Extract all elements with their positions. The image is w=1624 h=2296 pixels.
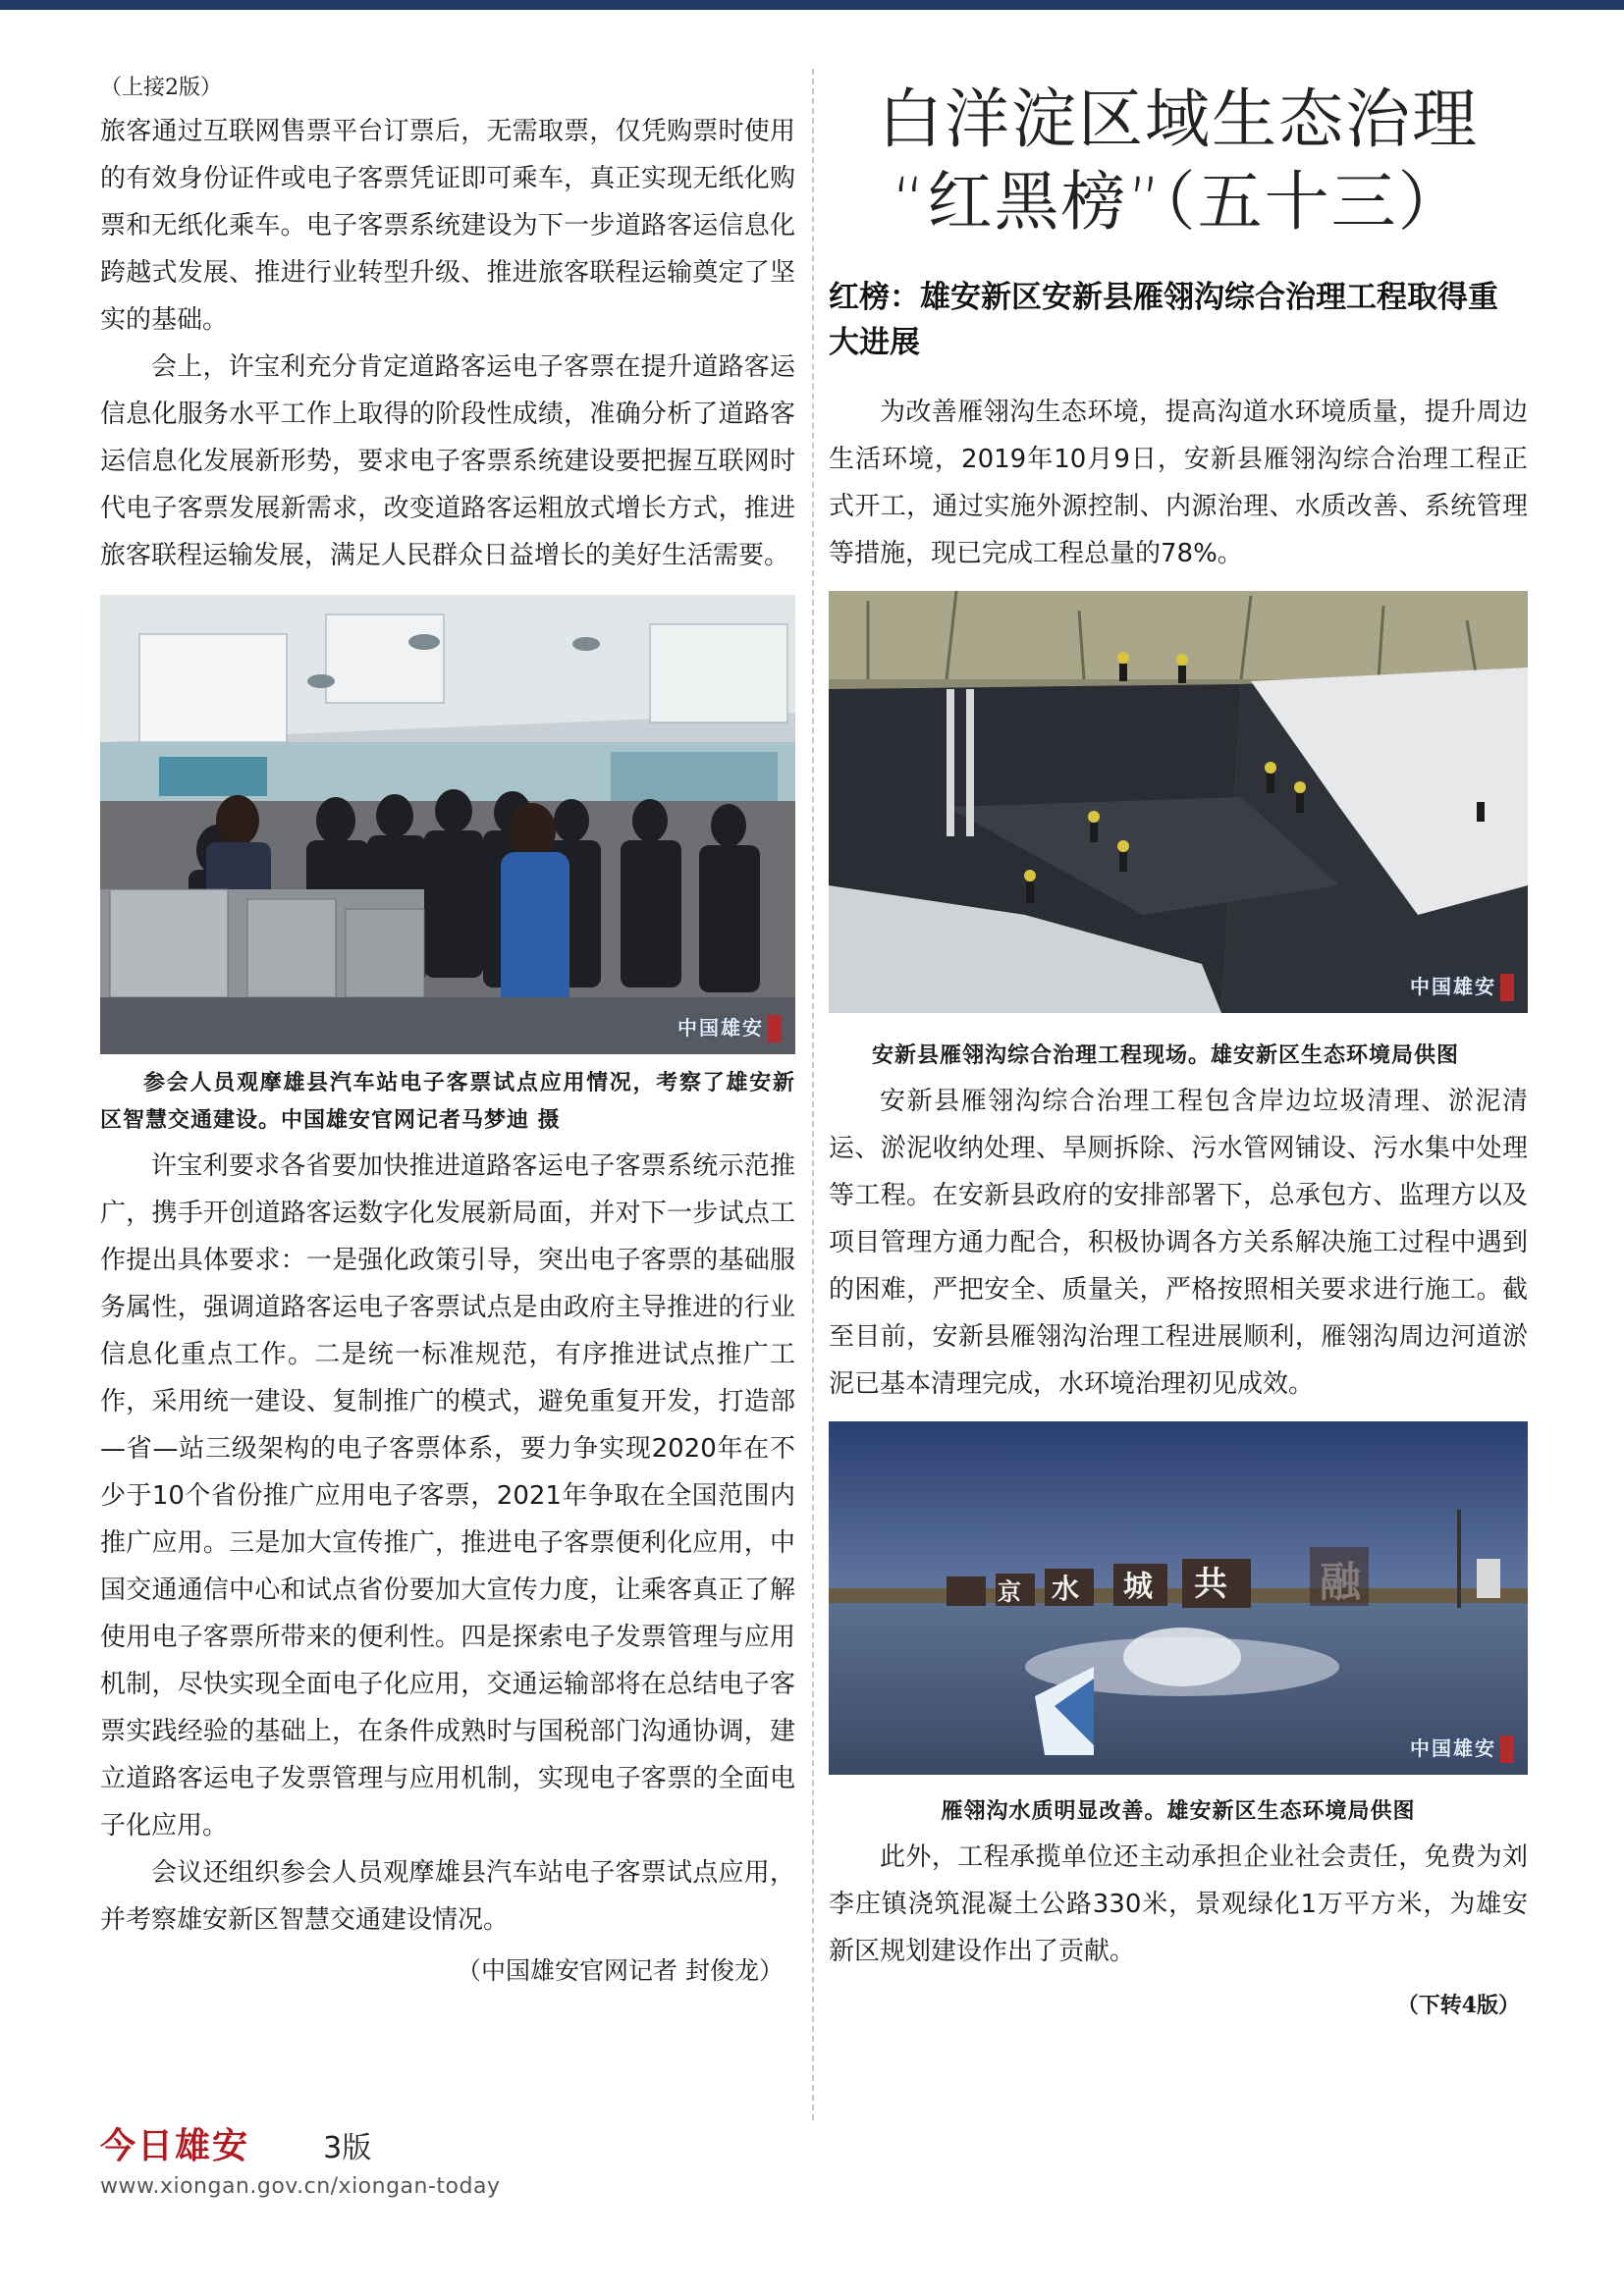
paragraph: 为改善雁翎沟生态环境，提高沟道水环境质量，提升周边生活环境，2019年10月9日，安新县雁翎沟综合治理工程正式开工，通过实施外源控制、内源治理、水质改善、系统管理等措施，现已完成工程总量的78%。 xyxy=(829,398,1528,568)
photo-construction-site xyxy=(829,591,1528,1013)
continued-from-label: （上接2版） xyxy=(100,76,222,100)
photo-caption: 雁翎沟水质明显改善。雄安新区生态环境局供图 xyxy=(941,1798,1416,1824)
article-title-line2: “红黑榜”（五十三） xyxy=(892,164,1465,240)
byline: （中国雄安官网记者 封俊龙） xyxy=(457,1956,784,1985)
article-title-line1: 白洋淀区域生态治理 xyxy=(878,81,1479,157)
watermark: 中国雄安 xyxy=(1410,971,1514,1002)
sign-char: 共 xyxy=(1194,1565,1227,1604)
paragraph: 许宝利要求各省要加快推进道路客运电子客票系统示范推广，携手开创道路客运数字化发展新局面，并对下一步试点工作提出具体要求：一是强化政策引导，突出电子客票的基础服务属性，强调道路客运电子客票试点是由政府主导推进的行业信息化重点工作。二是统一标准规范，有序推进试点推广工作，采用统一建设、复制推广的模式，避免重复开发，打造部—省—站三级架构的电子客票体系，要力争实现2020年在不少于10个省份推广应用电子客票，2021年争取在全国范围内推广应用。三是加大宣传推广，推进电子客票便利化应用，中国交通通信中心和试点省份要加大宣传力度，让乘客真正了解使用电子客票所带来的便利性。四是探索电子发票管理与应用机制，尽快实现全面电子化应用，交通运输部将在总结电子客票实践经验的基础上，在条件成熟时与国税部门沟通协调，建立道路客运电子发票管理与应用机制，实现电子客票的全面电子化应用。 xyxy=(100,1151,795,1841)
photo-construction-site-image xyxy=(829,591,1528,1013)
photo-river-fountain xyxy=(829,1421,1528,1775)
seal-stamp xyxy=(768,1015,782,1042)
paragraph: 旅客通过互联网售票平台订票后，无需取票，仅凭购票时使用的有效身份证件或电子客票凭证即可乘车，真正实现无纸化购票和无纸化乘车。电子客票系统建设为下一步道路客运信息化跨越式发展、推进行业转型升级、推进旅客联程运输奠定了坚实的基础。 xyxy=(100,117,795,335)
photo-ticket-station-image xyxy=(100,595,795,1054)
continued-on-label: （下转4版） xyxy=(1396,1993,1520,2018)
sign-char: 水 xyxy=(1052,1573,1080,1605)
right-column xyxy=(829,69,1528,2019)
photo-river-fountain-image xyxy=(829,1421,1528,1775)
seal-stamp xyxy=(1500,1735,1514,1763)
page-footer xyxy=(100,2118,591,2199)
seal-stamp xyxy=(1500,974,1514,1001)
sign-char: 城 xyxy=(1123,1570,1153,1604)
left-column xyxy=(100,69,795,1995)
paragraph: 会议还组织参会人员观摩雄县汽车站电子客票试点应用，并考察雄安新区智慧交通建设情况。 xyxy=(100,1858,795,1935)
page-number: 3版 xyxy=(323,2131,372,2165)
top-color-bar xyxy=(0,0,1624,10)
footer-url[interactable]: www.xiongan.gov.cn/xiongan-today xyxy=(100,2174,501,2199)
paragraph: 会上，许宝利充分肯定道路客运电子客票在提升道路客运信息化服务水平工作上取得的阶段性成绩，准确分析了道路客运信息化发展新形势，要求电子客票系统建设要把握互联网时代电子客票发展新需求，改变道路客运粗放式增长方式，推进旅客联程运输发展，满足人民群众日益增长的美好生活需要。 xyxy=(100,352,795,570)
publication-logo: 今日雄安 xyxy=(100,2125,250,2166)
photo-caption: 参会人员观摩雄县汽车站电子客票试点应用情况，考察了雄安新区智慧交通建设。中国雄安官网记者马梦迪 摄 xyxy=(100,1070,795,1133)
paragraph: 此外，工程承揽单位还主动承担企业社会责任，免费为刘李庄镇浇筑混凝土公路330米，景观绿化1万平方米，为雄安新区规划建设作出了贡献。 xyxy=(829,1842,1528,1966)
watermark: 中国雄安 xyxy=(1410,1733,1514,1764)
paragraph: 安新县雁翎沟综合治理工程包含岸边垃圾清理、淤泥清运、淤泥收纳处理、旱厕拆除、污水管网铺设、污水集中处理等工程。在安新县政府的安排部署下，总承包方、监理方以及项目管理方通力配合，积极协调各方关系解决施工过程中遇到的困难，严把安全、质量关，严格按照相关要求进行施工。截至目前，安新县雁翎沟治理工程进展顺利，雁翎沟周边河道淤泥已基本清理完成，水环境治理初见成效。 xyxy=(829,1087,1528,1399)
watermark: 中国雄安 xyxy=(677,1012,782,1043)
subheadline: 红榜：雄安新区安新县雁翎沟综合治理工程取得重大进展 xyxy=(829,280,1498,360)
column-divider xyxy=(812,69,814,2120)
sign-char: 京 xyxy=(998,1578,1021,1606)
photo-ticket-station xyxy=(100,595,795,1054)
photo-caption: 安新县雁翎沟综合治理工程现场。雄安新区生态环境局供图 xyxy=(872,1042,1460,1068)
